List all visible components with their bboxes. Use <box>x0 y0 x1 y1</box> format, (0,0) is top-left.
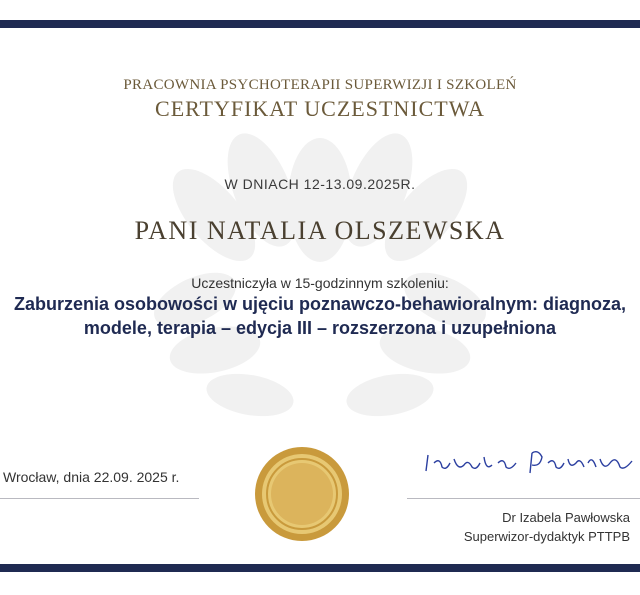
right-divider-line <box>407 498 640 499</box>
recipient-name: PANI NATALIA OLSZEWSKA <box>134 216 506 245</box>
course-title-line-1: Zaburzenia osobowości w ujęciu poznawczo-behawioralnym: diagnoza, <box>13 294 627 314</box>
left-divider-line <box>0 498 199 499</box>
gold-seal-icon <box>254 446 350 542</box>
signature-image <box>420 445 640 479</box>
signer-role: Superwizor-dydaktyk PTTPB <box>463 529 630 544</box>
signer-name: Dr Izabela Pawłowska <box>502 510 630 525</box>
event-dates: W DNIACH 12-13.09.2025R. <box>224 176 416 192</box>
organization-name: PRACOWNIA PSYCHOTERAPII SUPERWIZJI I SZKOLEŃ <box>123 77 517 93</box>
course-title <box>0 292 640 340</box>
place-and-date: Wrocław, dnia 22.09. 2025 r. <box>3 469 180 485</box>
bottom-border-bar <box>0 564 640 572</box>
certificate-title: CERTYFIKAT UCZESTNICTWA <box>155 96 485 121</box>
course-title-line-2: modele, terapia – edycja III – rozszerzona i uzupełniona <box>83 318 557 338</box>
course-intro: Uczestniczyła w 15-godzinnym szkoleniu: <box>191 275 449 291</box>
